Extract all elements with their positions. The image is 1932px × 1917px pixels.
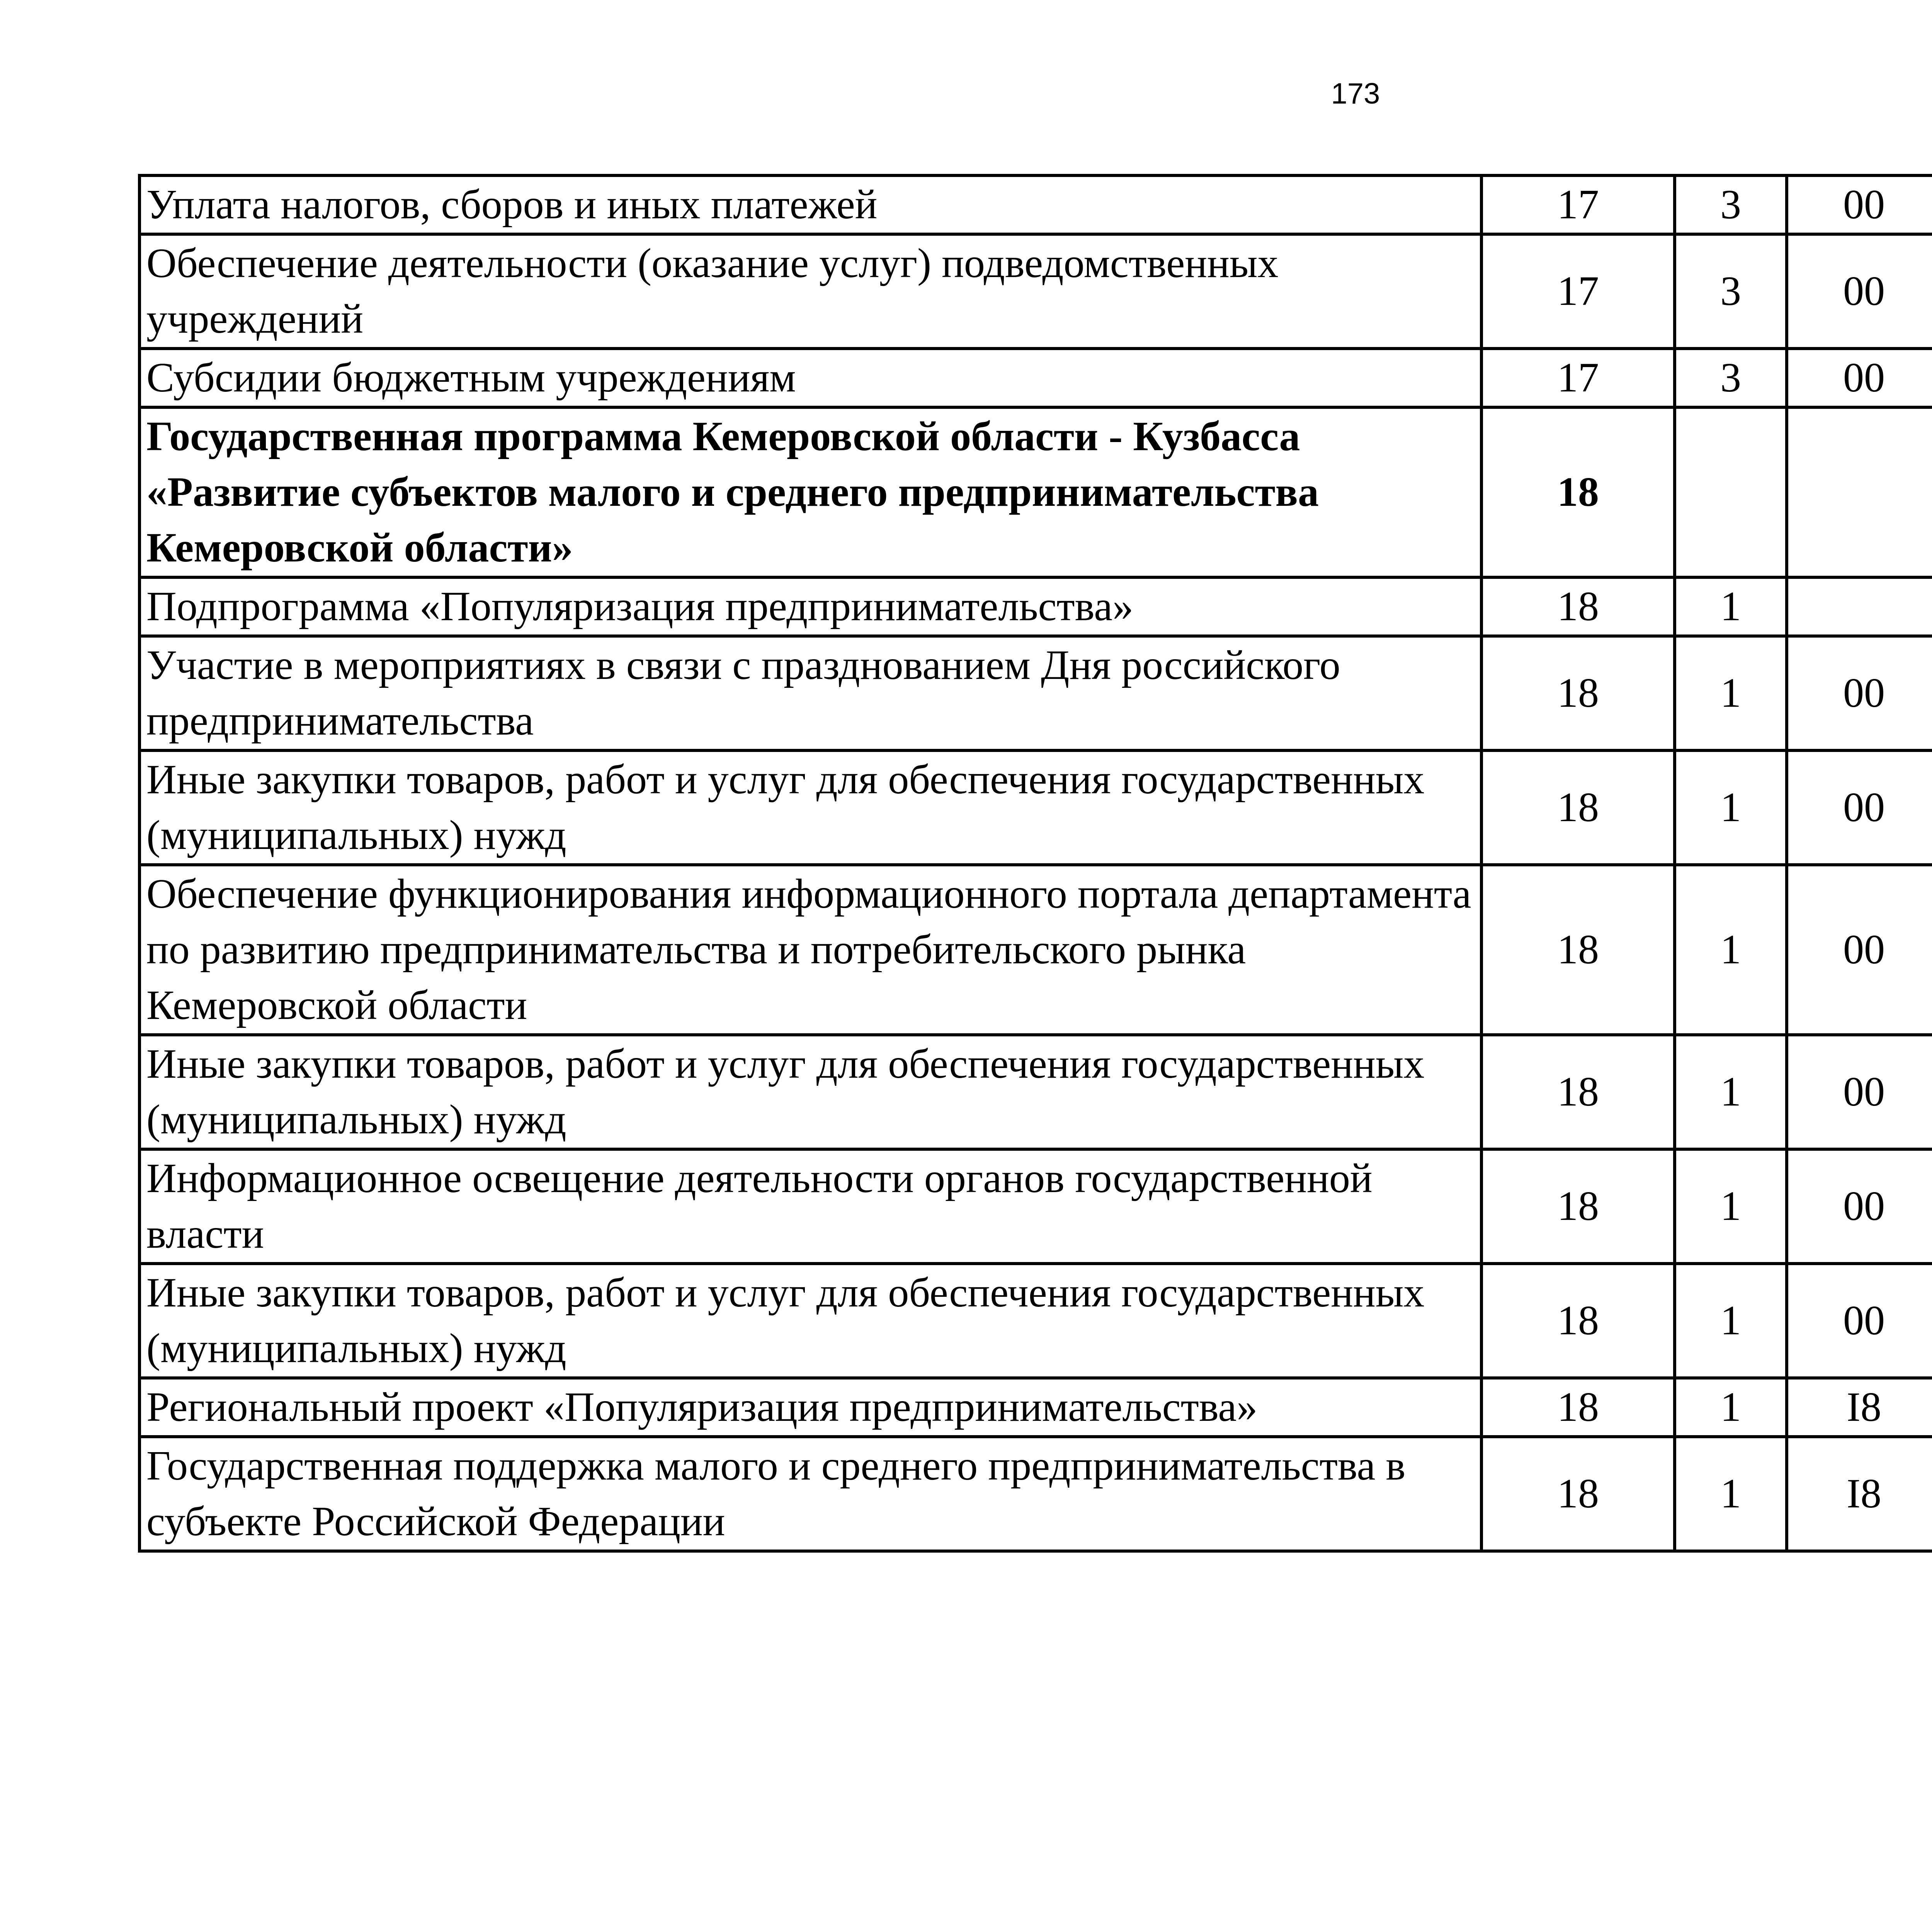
row-name: Региональный проект «Популяризация предпринимательства» <box>139 1378 1481 1437</box>
event-code: 00 <box>1787 636 1932 750</box>
program-code: 18 <box>1481 750 1675 865</box>
program-code: 17 <box>1481 234 1675 349</box>
program-code: 18 <box>1481 1378 1675 1437</box>
event-code: 00 <box>1787 349 1932 407</box>
program-code: 18 <box>1481 1035 1675 1149</box>
table-row <box>139 577 1932 636</box>
subprogram-code: 1 <box>1675 865 1787 1035</box>
program-code: 18 <box>1481 636 1675 750</box>
table-body <box>139 175 1932 1551</box>
budget-table <box>138 174 1932 1553</box>
subprogram-code: 3 <box>1675 349 1787 407</box>
row-name: Иные закупки товаров, работ и услуг для обеспечения государственных (муниципальных) нужд <box>139 750 1481 865</box>
table-row <box>139 750 1932 865</box>
subprogram-code: 1 <box>1675 577 1787 636</box>
subprogram-code: 3 <box>1675 234 1787 349</box>
table-row <box>139 349 1932 407</box>
program-code: 17 <box>1481 349 1675 407</box>
event-code: 00 <box>1787 750 1932 865</box>
table-row <box>139 407 1932 577</box>
row-name: Обеспечение деятельности (оказание услуг) подведомственных учреждений <box>139 234 1481 349</box>
page-number: 173 <box>1331 77 1380 110</box>
table-row <box>139 1378 1932 1437</box>
subprogram-code: 1 <box>1675 1378 1787 1437</box>
table-row <box>139 865 1932 1035</box>
event-code: 00 <box>1787 234 1932 349</box>
subprogram-code: 1 <box>1675 1149 1787 1264</box>
program-code: 18 <box>1481 1437 1675 1551</box>
row-name: Участие в мероприятиях в связи с празднованием Дня российского предпринимательства <box>139 636 1481 750</box>
event-code <box>1787 407 1932 577</box>
row-name: Подпрограмма «Популяризация предпринимательства» <box>139 577 1481 636</box>
event-code: 00 <box>1787 1035 1932 1149</box>
row-name: Государственная программа Кемеровской области - Кузбасса «Развитие субъектов малого и среднего предпринимательства Кемеровской области» <box>139 407 1481 577</box>
program-code: 18 <box>1481 1264 1675 1378</box>
subprogram-code: 1 <box>1675 1437 1787 1551</box>
event-code: I8 <box>1787 1378 1932 1437</box>
row-name: Информационное освещение деятельности органов государственной власти <box>139 1149 1481 1264</box>
table-row <box>139 1035 1932 1149</box>
table-row <box>139 1264 1932 1378</box>
program-code: 18 <box>1481 865 1675 1035</box>
table-row <box>139 1437 1932 1551</box>
subprogram-code: 1 <box>1675 1264 1787 1378</box>
table-row <box>139 175 1932 234</box>
row-name: Государственная поддержка малого и среднего предпринимательства в субъекте Российской Федерации <box>139 1437 1481 1551</box>
row-name: Иные закупки товаров, работ и услуг для обеспечения государственных (муниципальных) нужд <box>139 1035 1481 1149</box>
event-code: 00 <box>1787 1264 1932 1378</box>
program-code: 18 <box>1481 577 1675 636</box>
row-name: Субсидии бюджетным учреждениям <box>139 349 1481 407</box>
table-row <box>139 636 1932 750</box>
row-name: Обеспечение функционирования информационного портала департамента по развитию предпринимательства и потребительского рынка Кемеровской области <box>139 865 1481 1035</box>
subprogram-code <box>1675 407 1787 577</box>
table-row <box>139 1149 1932 1264</box>
program-code: 18 <box>1481 407 1675 577</box>
event-code: 00 <box>1787 865 1932 1035</box>
event-code <box>1787 577 1932 636</box>
row-name: Иные закупки товаров, работ и услуг для обеспечения государственных (муниципальных) нужд <box>139 1264 1481 1378</box>
event-code: I8 <box>1787 1437 1932 1551</box>
row-name: Уплата налогов, сборов и иных платежей <box>139 175 1481 234</box>
event-code: 00 <box>1787 1149 1932 1264</box>
program-code: 17 <box>1481 175 1675 234</box>
table-row <box>139 234 1932 349</box>
program-code: 18 <box>1481 1149 1675 1264</box>
subprogram-code: 1 <box>1675 1035 1787 1149</box>
subprogram-code: 1 <box>1675 750 1787 865</box>
subprogram-code: 3 <box>1675 175 1787 234</box>
event-code: 00 <box>1787 175 1932 234</box>
subprogram-code: 1 <box>1675 636 1787 750</box>
